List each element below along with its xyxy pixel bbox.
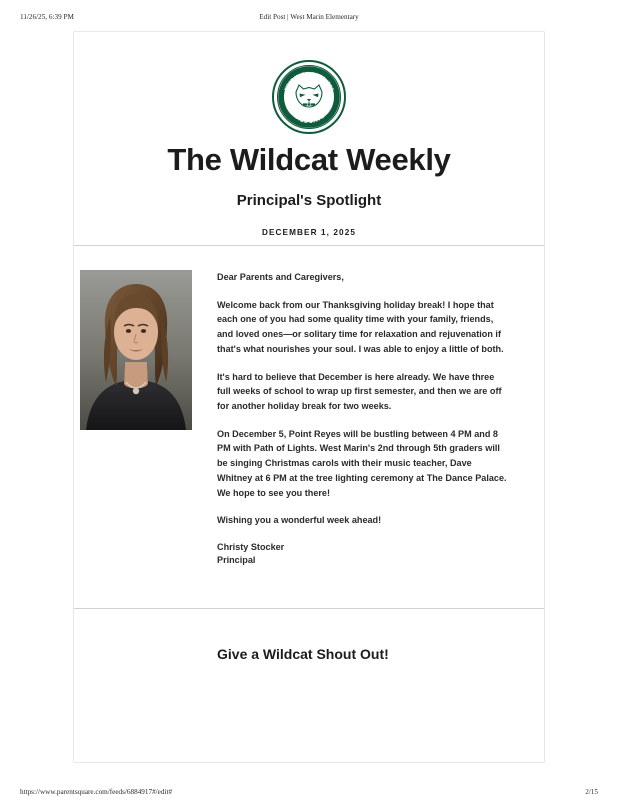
section-heading-shout-out: Give a Wildcat Shout Out! bbox=[217, 646, 389, 662]
letter-signature-title: Principal bbox=[217, 555, 256, 566]
divider-bottom bbox=[74, 608, 544, 609]
svg-text:WILDCATS: WILDCATS bbox=[291, 113, 327, 126]
print-header-timestamp: 11/26/25, 6:39 PM bbox=[20, 13, 74, 21]
print-footer-url: https://www.parentsquare.com/feeds/6884917#/edit# bbox=[20, 788, 173, 796]
letter-paragraph-3 bbox=[217, 427, 507, 501]
logo-container bbox=[74, 60, 544, 134]
letter-paragraph-3-highlight: West Marin's 2nd through 5th graders will be singing Christmas carols with their music teacher, Dave Whitney at 6 PM at the tree lighting ceremony at The Dance Palace. bbox=[217, 443, 507, 483]
letter-greeting: Dear Parents and Caregivers, bbox=[217, 272, 344, 282]
page-title: The Wildcat Weekly bbox=[167, 142, 451, 177]
letter-paragraph-2: It's hard to believe that December is here already. We have three full weeks of school to wrap up first semester, and then we are off for another holiday break for two weeks. bbox=[217, 371, 502, 412]
print-header-page-title: Edit Post | West Marin Elementary bbox=[259, 13, 359, 21]
divider-top bbox=[74, 245, 544, 246]
letter-paragraph-3-lead: On December 5, Point Reyes will be bustling between 4 PM and 8 PM with Path of Lights. bbox=[217, 428, 498, 454]
letter-body bbox=[217, 270, 507, 567]
avatar bbox=[80, 270, 192, 430]
letter-signature-name: Christy Stocker bbox=[217, 542, 285, 553]
issue-date: DECEMBER 1, 2025 bbox=[261, 227, 357, 237]
page-subtitle: Principal's Spotlight bbox=[236, 191, 382, 209]
letter-paragraph-3-tail: We hope to see you there! bbox=[217, 487, 331, 498]
letter-paragraph-1: Welcome back from our Thanksgiving holiday break! I hope that each one of you had some quality time with your family, friends, and loved ones—or solitary time for relaxation and rejuvenation if that's what nourishes your soul. I was able to enjoy a little of both. bbox=[217, 299, 504, 354]
school-logo-icon bbox=[272, 60, 346, 134]
newsletter-page bbox=[74, 32, 544, 762]
masthead bbox=[74, 142, 544, 237]
svg-text:WEST MARIN•INVERNESS: WEST MARIN•INVERNESS bbox=[283, 70, 335, 92]
print-footer-page-number: 2/15 bbox=[585, 788, 598, 796]
letter-closing: Wishing you a wonderful week ahead! bbox=[217, 515, 382, 526]
